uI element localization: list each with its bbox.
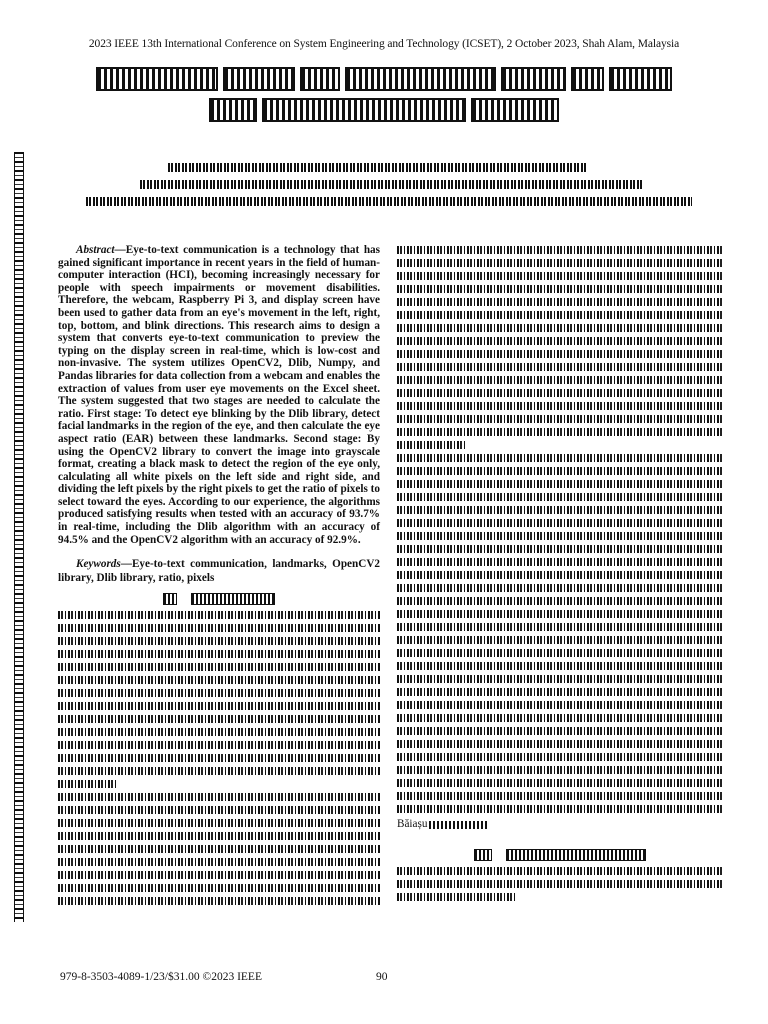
text-line	[58, 715, 380, 723]
paper-title-line-1	[96, 66, 672, 92]
footer-copyright: 979-8-3503-4089-1/23/$31.00 ©2023 IEEE	[60, 971, 262, 983]
text-line	[397, 389, 722, 397]
text-line	[397, 506, 722, 514]
text-line	[397, 571, 722, 579]
paper-title-line-2	[96, 97, 672, 123]
text-line	[58, 741, 380, 749]
left-column	[58, 244, 380, 910]
text-line	[58, 897, 380, 905]
text-line	[58, 728, 380, 736]
text-line	[397, 623, 722, 631]
text-line	[397, 480, 722, 488]
author-line-3	[86, 197, 692, 206]
text-line	[397, 532, 722, 540]
text-line	[397, 675, 722, 683]
text-line	[397, 545, 722, 553]
text-line	[397, 415, 722, 423]
text-line	[397, 337, 722, 345]
text-line	[58, 637, 380, 645]
text-line	[397, 428, 722, 436]
text-line	[397, 259, 722, 267]
text-line	[397, 519, 722, 527]
text-line	[397, 558, 722, 566]
text-line	[58, 689, 380, 697]
text-line	[58, 702, 380, 710]
text-line	[58, 767, 380, 775]
author-line-1	[168, 163, 588, 172]
text-line	[397, 376, 722, 384]
text-line	[397, 662, 722, 670]
introduction-text	[58, 611, 380, 905]
text-line	[397, 246, 722, 254]
text-line	[397, 688, 722, 696]
text-line	[397, 441, 467, 449]
text-line	[397, 584, 722, 592]
text-line	[397, 779, 722, 787]
text-line	[397, 792, 722, 800]
text-line	[58, 858, 380, 866]
text-line	[397, 805, 722, 813]
text-line	[58, 611, 380, 619]
text-line	[397, 454, 722, 462]
text-line	[397, 740, 722, 748]
text-line	[58, 793, 380, 801]
text-line	[58, 676, 380, 684]
text-line	[397, 893, 517, 901]
text-line	[397, 867, 722, 875]
text-line	[397, 610, 722, 618]
text-line	[58, 624, 380, 632]
text-line	[397, 272, 722, 280]
conference-header: 2023 IEEE 13th International Conference on System Engineering and Technology (ICSET), 2 October 2023, Shah Alam, Malaysia	[88, 38, 680, 50]
author-line-2	[140, 180, 642, 189]
text-line	[58, 780, 118, 788]
text-line	[58, 806, 380, 814]
text-line	[397, 324, 722, 332]
abstract-lead: Abstract	[76, 244, 115, 256]
arxiv-side-stamp	[14, 152, 24, 922]
text-line	[397, 701, 722, 709]
text-line	[58, 871, 380, 879]
text-line	[397, 597, 722, 605]
keywords-lead: Keywords	[76, 558, 121, 571]
text-line	[397, 285, 722, 293]
text-line	[58, 754, 380, 762]
keywords	[58, 558, 380, 585]
author-name: Băiașu	[397, 818, 428, 830]
keywords-text: —Eye-to-text communication, landmarks, OpenCV2 library, Dlib library, ratio, pixels	[58, 558, 380, 584]
text-line	[397, 880, 722, 888]
section-heading-related-work	[397, 849, 722, 861]
text-line	[397, 727, 722, 735]
text-line	[397, 402, 722, 410]
text-line	[397, 493, 722, 501]
right-column	[397, 246, 722, 906]
text-line	[58, 884, 380, 892]
section-heading-introduction	[58, 593, 380, 605]
citation-line	[397, 818, 722, 831]
abstract-text: —Eye-to-text communication is a technology that has gained significant importance in recent years in the field of human-computer interaction (HCI), becoming increasingly necessary for people with speech impairments or movement disabilities. Therefore, the webcam, Raspberry Pi 3, and display screen have been used to gather data from an eye's movement in the left, right, top, bottom, and blink directions. This research aims to design a system that converts eye-to-text communication to preview the typing on the display screen in real-time, which is low-cost and non-invasive. The system utilizes OpenCV2, Dlib, Numpy, and Pandas libraries for data collection from a webcam and enables the extraction of values from user eye movements on the Excel sheet. The system suggested that two stages are needed to calculate the ratio. First stage: To detect eye blinking by the Dlib library, detect facial landmarks in the region of the eye, and then calculate the eye aspect ratio (EAR) between these landmarks. Second stage: By using the OpenCV2 library to convert the image into grayscale format, creating a black mask to detect the region of the eye only, calculating all white pixels on the left side and right side, and dividing the left pixels by the right pixels to get the ratio of pixels to select toward the eyes. According to our experience, the algorithms produced satisfying results when tested with an accuracy of 93.7% in real-time, including the Dlib algorithm with an accuracy of 94.5% and the OpenCV2 algorithm with an accuracy of 92.9%.	[58, 244, 380, 546]
text-line	[397, 636, 722, 644]
text-line	[397, 649, 722, 657]
text-line	[58, 650, 380, 658]
text-line	[397, 714, 722, 722]
text-line	[397, 350, 722, 358]
text-line	[58, 663, 380, 671]
text-line	[58, 819, 380, 827]
text-line	[397, 467, 722, 475]
text-line	[397, 363, 722, 371]
page-number: 90	[376, 971, 388, 983]
text-line	[397, 753, 722, 761]
text-line	[58, 832, 380, 840]
text-line	[397, 311, 722, 319]
abstract	[58, 244, 380, 546]
text-line	[397, 298, 722, 306]
text-line	[58, 845, 380, 853]
text-line	[397, 766, 722, 774]
